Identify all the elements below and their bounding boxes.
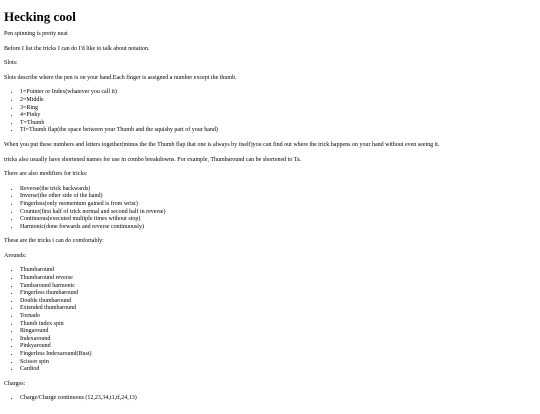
list-item: • Indexaround <box>20 336 536 344</box>
list-item: • Fingerless(only momentum gained is from wrist) <box>20 201 536 209</box>
slots-note-paragraph: When you put these numbers and letters together(minus the the Thumb flap that one is always by itself)you can find out where the trick happens on your hand without even seeing it. <box>4 141 440 148</box>
page-title: Hecking cool <box>4 9 76 24</box>
list-item: • Pinkyaround <box>20 343 536 351</box>
notation-intro-paragraph: Before I list the tricks I can do I'd like to talk about notation. <box>4 45 150 52</box>
list-item: • Cardiod <box>20 366 536 374</box>
modifiers-heading: There are also modifiers for tricks: <box>4 171 88 178</box>
slots-heading: Slots: <box>4 60 18 67</box>
list-item: • Reverse(the trick backwards) <box>20 186 536 194</box>
list-item: • Charge/Charge continuous (12,23,34,t1,tf,24,13) <box>20 395 536 403</box>
shortnames-paragraph: tricks also usually have shortened names for use in combo breakdowns. For example, Thumbaround can be shortened to Ta. <box>4 156 302 163</box>
list-item: • 2=Middle <box>20 97 536 105</box>
list-item: • Inverse(the other side of the hand) <box>20 193 536 201</box>
list-item: • 1=Pointer or Index(whatever you call it) <box>20 89 536 97</box>
list-item: • Scissor spin <box>20 359 536 367</box>
arounds-list <box>4 267 536 373</box>
list-item: • Extended thumbaround <box>20 305 536 313</box>
list-item: • Fingerless thumbaround <box>20 290 536 298</box>
list-item: • Double thumbaround <box>20 298 536 306</box>
list-item: • 3=Ring <box>20 105 536 113</box>
list-item: • Thumb index spin <box>20 321 536 329</box>
list-item: • Continuous(executed multiple times without stop) <box>20 216 536 224</box>
intro-paragraph: Pen spinning is pretty neat <box>4 31 68 37</box>
charges-list <box>4 395 536 403</box>
arounds-heading: Arounds: <box>4 252 27 259</box>
list-item: • T=Thumb <box>20 120 536 128</box>
document-page <box>0 9 540 403</box>
list-item: • Fingerless Indexaround(Bust) <box>20 351 536 359</box>
list-item: • Counter(first half of trick normal and second half in reverse) <box>20 209 536 217</box>
list-item: • Ringaround <box>20 328 536 336</box>
list-item: • Tumbaround harmonic <box>20 283 536 291</box>
modifiers-list <box>4 186 536 232</box>
list-item: • Tornado <box>20 313 536 321</box>
list-item: • 4=Pinky <box>20 112 536 120</box>
slots-list <box>4 89 536 135</box>
charges-heading: Charges: <box>4 380 26 387</box>
tricks-heading: These are the tricks i can do comfortably: <box>4 238 104 245</box>
list-item: • Thumbaround <box>20 267 536 275</box>
list-item: • Harmonic(done forwards and reverse continuously) <box>20 224 536 232</box>
list-item: • Thumbaround reverse <box>20 275 536 283</box>
slots-description: Slots describe where the pen is on your hand.Each finger is assigned a number except the thumb. <box>4 74 237 81</box>
list-item: • Tf=Thumb flap(the space between your Thumb and the squishy part of your hand) <box>20 127 536 135</box>
